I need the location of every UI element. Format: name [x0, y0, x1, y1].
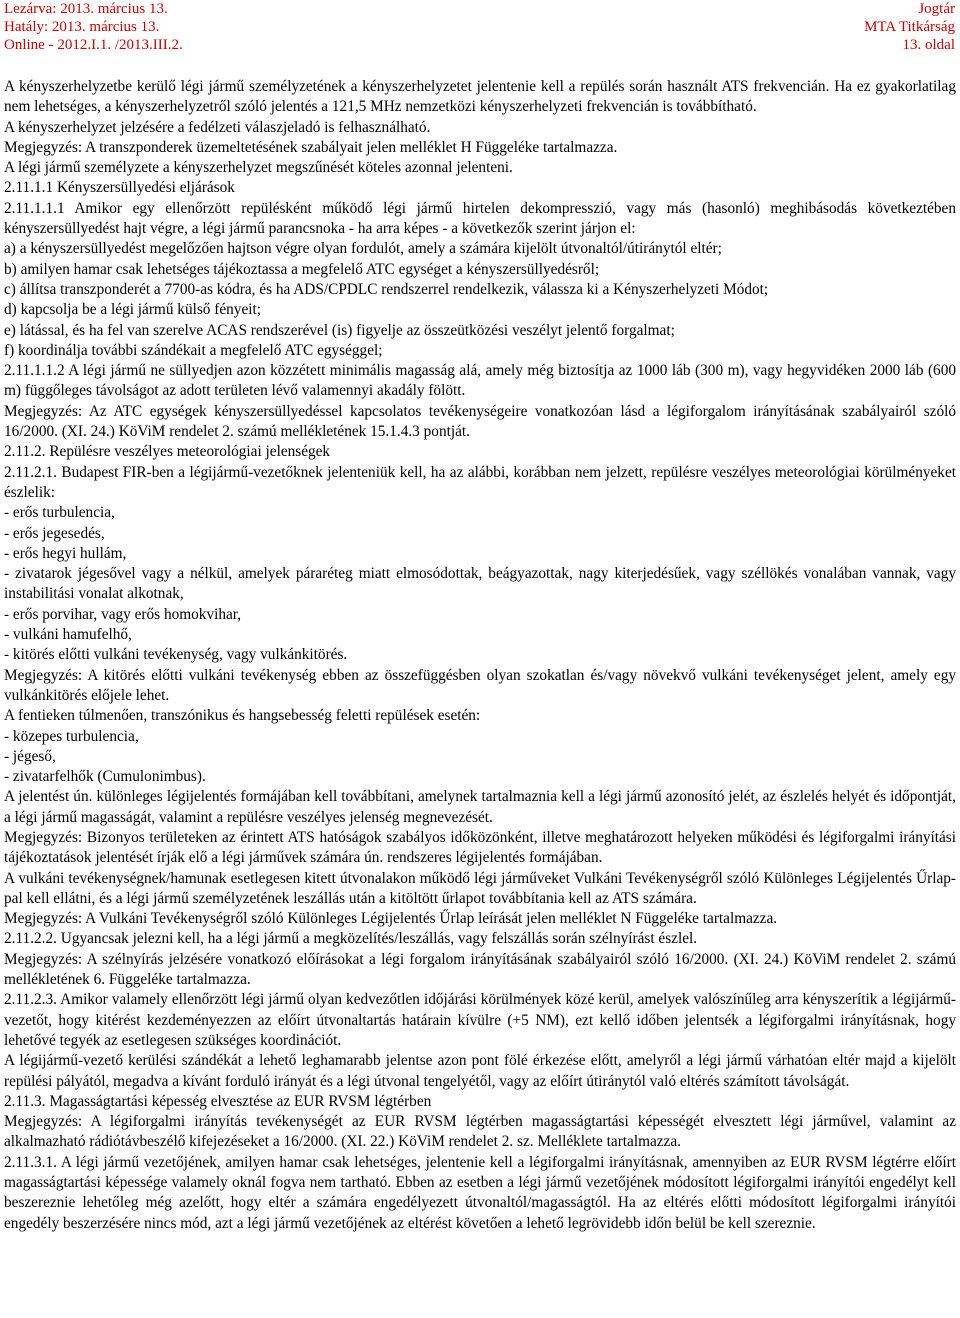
header-right-block [864, 0, 955, 54]
paragraph: 2.11.1.1.1 Amikor egy ellenőrzött repülésként működő légi jármű hirtelen dekompresszió, vagy más (hasonló) meghibásodás következtében kényszersüllyedést hajt végre, a légi jármű parancsnoka - ha arra képes - a következők szerint járjon el: [4, 199, 956, 238]
document-body [4, 77, 956, 1234]
paragraph: - erős jegesedés, [4, 524, 105, 542]
paragraph: Megjegyzés: A kitörés előtti vulkáni tevékenység ebben az összefüggésben olyan szokatlan és/vagy növekvő vulkáni tevékenységet jelent, amely egy vulkánkitörés előjele lehet. [4, 666, 956, 704]
paragraph: 2.11.2.3. Amikor valamely ellenőrzött légi jármű olyan kedvezőtlen időjárási körülmények közé kerül, amelyek valószínűleg arra kényszerítik a légijármű-vezetőt, hogy kitérést kezdeményezzen az előírt útvonaltartás határain kívülre (+5 NM), ezt kellő időben jelentsék a légiforgalmi irányításnak, hogy lehetővé tegyék az esetlegesen szükséges koordinációt. [4, 991, 956, 1049]
paragraph: Megjegyzés: A transzponderek üzemeltetésének szabályait jelen melléklet H Függeléke tartalmazza. [4, 138, 618, 156]
paragraph: - kitörés előtti vulkáni tevékenység, vagy vulkánkitörés. [4, 646, 348, 664]
header-left-block [4, 0, 183, 54]
paragraph: Megjegyzés: A légiforgalmi irányítás tevékenységét az EUR RVSM légtérben magasságtartási képességét elvesztett légi járművel, valamint az alkalmazható rádiótávbeszélő kifejezéseket a 16/2000. (XI. 22.) KöViM rendelet 2. sz. Melléklete tartalmazza. [4, 1113, 956, 1151]
publisher-name: Jogtár [918, 1, 955, 17]
paragraph: - zivatarfelhők (Cumulonimbus). [4, 768, 206, 786]
paragraph: b) amilyen hamar csak lehetséges tájékoztassa a megfelelő ATC egységet a kényszersüllyedésről; [4, 260, 600, 278]
paragraph: c) állítsa transzponderét a 7700-as kódra, és ha ADS/CPDLC rendszerrel rendelkezik, válassza ki a Kényszerhelyzeti Módot; [4, 280, 769, 298]
paragraph: - erős porvihar, vagy erős homokvihar, [4, 605, 242, 623]
paragraph: Megjegyzés: A szélnyírás jelzésére vonatkozó előírásokat a légi forgalom irányításának szabályairól szóló 16/2000. (XI. 24.) KöViM rendelet 2. számú mellékletének 6. Függeléke tartalmazza. [4, 950, 956, 989]
paragraph: 2.11.2.1. Budapest FIR-ben a légijármű-vezetőknek jelenteniük kell, ha az alábbi, korábban nem jelzett, repülésre veszélyes meteorológiai körülményeket észlelik: [4, 463, 956, 501]
paragraph: A kényszerhelyzetbe kerülő légi jármű személyzetének a kényszerhelyzetet jelentenie kell a repülés során használt ATS frekvencián. Ha ez gyakorlatilag nem lehetséges, a kényszerhelyzetről szóló jelentés a 121,5 MHz nemzetközi kényszerhelyzeti frekvencián is továbbítható. [4, 78, 956, 116]
paragraph: a) a kényszersüllyedést megelőzően hajtson végre olyan fordulót, amely a számára kijelölt útvonaltól/útiránytól eltér; [4, 240, 722, 258]
paragraph: Megjegyzés: Az ATC egységek kényszersüllyedéssel kapcsolatos tevékenységeire vonatkozóan lásd a légiforgalom irányításának szabályairól szóló 16/2000. (XI. 24.) KöViM rendelet 2. számú mellékletének 15.1.4.3 pontját. [4, 402, 956, 441]
paragraph: A fentieken túlmenően, transzónikus és hangsebesség feletti repülések esetén: [4, 707, 481, 725]
paragraph: 2.11.3. Magasságtartási képesség elvesztése az EUR RVSM légtérben [4, 1092, 432, 1110]
paragraph: 2.11.2. Repülésre veszélyes meteorológiai jelenségek [4, 443, 331, 461]
paragraph: A vulkáni tevékenységnek/hamunak esetlegesen kitett útvonalakon működő légi járműveket Vulkáni Tevékenységről szóló Különleges Légijelentés Űrlap-pal kell ellátni, és a légi jármű személyzetének leszállás után a kitöltött űrlapot továbbítania kell az ATS számára. [4, 869, 956, 907]
paragraph: 2.11.1.1.2 A légi jármű ne süllyedjen azon közzétett minimális magasság alá, amely még biztosítja az 1000 láb (300 m), vagy hegyvidéken 2000 láb (600 m) függőleges távolságot az adott területen lévő valamennyi akadály fölött. [4, 362, 956, 400]
paragraph: 2.11.3.1. A légi jármű vezetőjének, amilyen hamar csak lehetséges, jelentenie kell a légiforgalmi irányításnak, amennyiben az EUR RVSM légtérre előírt magasságtartási képessége valamely oknál fogva nem tartható. Ebben az esetben a légi jármű vezetőjének módosított légiforgalmi irányítói engedélyt kell beszereznie lehetőleg még azelőtt, hogy eltér a számára engedélyezett útvonaltól/magasságtól. Ha az eltérés előtti módosított légiforgalmi irányítói engedély beszerzésére nincs mód, azt a légi jármű vezetőjének az eltérést követően a lehető legrövidebb időn belül be kell szereznie. [4, 1153, 956, 1232]
paragraph: - vulkáni hamufelhő, [4, 626, 132, 644]
paragraph: - zivatarok jégesővel vagy a nélkül, amelyek páraréteg miatt elmosódottak, beágyazottak, nagy kiterjedésűek, vagy széllökés vonalában vannak, vagy instabilitási vonalat alkotnak, [4, 565, 956, 603]
paragraph: d) kapcsolja be a légi jármű külső fényeit; [4, 301, 261, 319]
paragraph: A jelentést ún. különleges légijelentés formájában kell továbbítani, amelynek tartalmaznia kell a légi jármű azonosító jelét, az észlelés helyét és időpontját, a légi jármű magasságát, valamint a repülésre veszélyes jelenség megnevezését. [4, 788, 956, 826]
paragraph: A légijármű-vezető kerülési szándékát a lehető leghamarabb jelentse azon pont fölé érkezése előtt, amelyről a légi jármű várhatóan eltér majd a kijelölt repülési pályától, megadva a kívánt forduló irányát és a légi útvonal tengelyétől, vagy az előírt útiránytól való eltérés számított távolságát. [4, 1052, 956, 1090]
paragraph: - közepes turbulencia, [4, 727, 139, 745]
paragraph: Megjegyzés: A Vulkáni Tevékenységről szóló Különleges Légijelentés Űrlap leírását jelen melléklet N Függeléke tartalmazza. [4, 910, 778, 928]
paragraph: A kényszerhelyzet jelzésére a fedélzeti válaszjeladó is felhasználható. [4, 118, 431, 136]
effective-date: Hatály: 2013. március 13. [4, 19, 160, 35]
paragraph: - erős hegyi hullám, [4, 544, 127, 562]
paragraph: f) koordinálja további szándékait a megfelelő ATC egységgel; [4, 341, 383, 359]
paragraph: - jégeső, [4, 747, 56, 765]
organization-name: MTA Titkárság [864, 19, 955, 35]
closing-date: Lezárva: 2013. március 13. [4, 1, 168, 17]
paragraph: 2.11.2.2. Ugyancsak jelezni kell, ha a légi jármű a megközelítés/leszállás, vagy felszállás során szélnyírást észlel. [4, 930, 698, 948]
paragraph: A légi jármű személyzete a kényszerhelyzet megszűnését köteles azonnal jelenteni. [4, 159, 513, 177]
paragraph: - erős turbulencia, [4, 504, 115, 522]
online-version: Online - 2012.I.1. /2013.III.2. [4, 37, 183, 53]
paragraph: e) látással, és ha fel van szerelve ACAS rendszerével (is) figyelje az összeütközési veszélyt jelentő forgalmat; [4, 321, 675, 339]
paragraph: Megjegyzés: Bizonyos területeken az érintett ATS hatóságok szabályos időközönként, illetve meghatározott helyeken működési és légiforgalmi irányítási tájékoztatások jelentését írják elő a légi járművek számára ún. rendszeres légijelentés formájában. [4, 828, 956, 867]
paragraph: 2.11.1.1 Kényszersüllyedési eljárások [4, 179, 235, 197]
page-header [0, 0, 960, 60]
page-number: 13. oldal [902, 37, 955, 53]
